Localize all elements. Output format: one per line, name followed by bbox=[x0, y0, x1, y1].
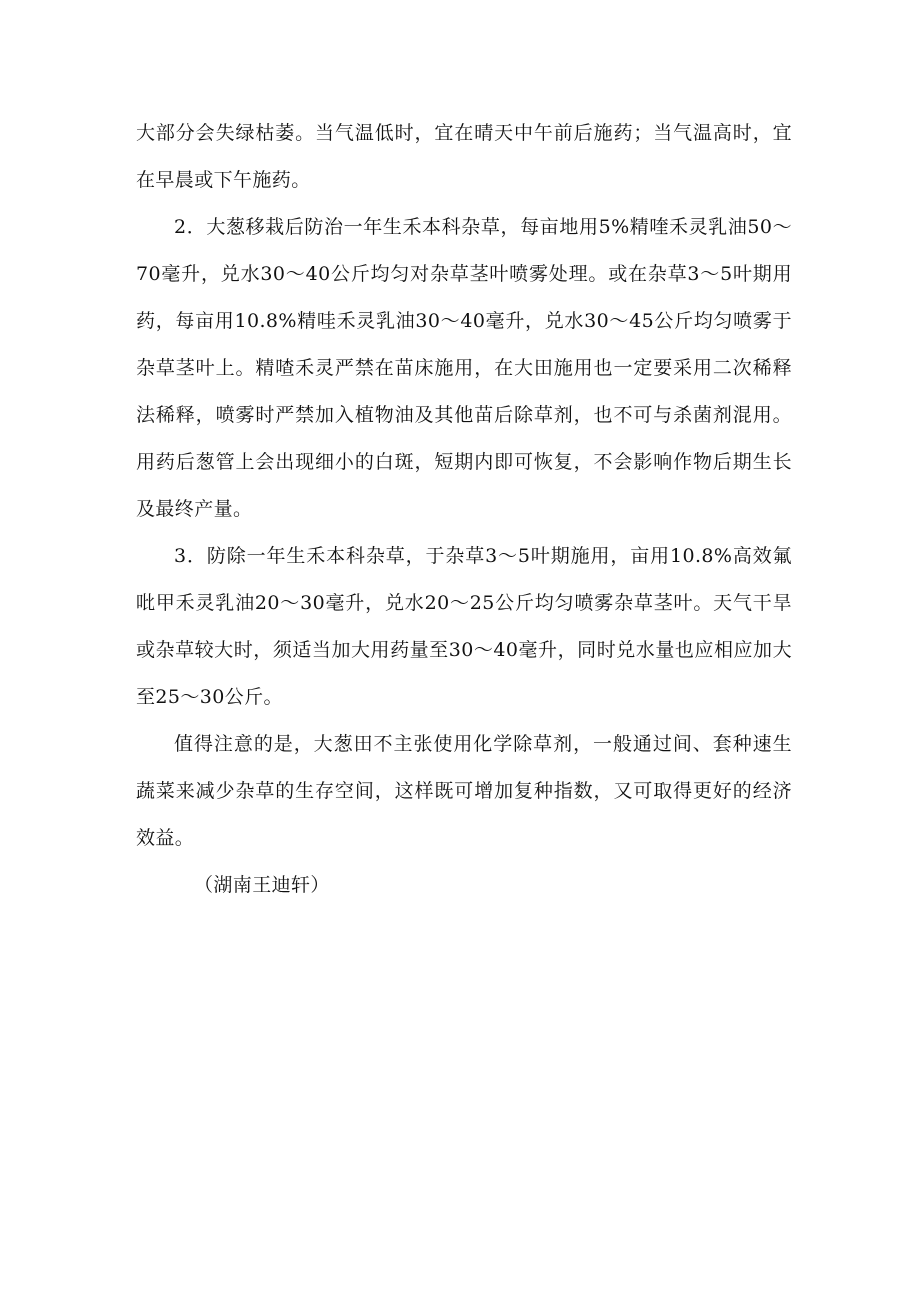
paragraph-4: 值得注意的是，大葱田不主张使用化学除草剂，一般通过间、套种速生蔬菜来减少杂草的生存空间，这样既可增加复种指数，又可取得更好的经济效益。 bbox=[136, 733, 792, 849]
paragraph-3: 3．防除一年生禾本科杂草，于杂草3～5叶期施用，亩用10.8%高效氟吡甲禾灵乳油20～30毫升，兑水20～25公斤均匀喷雾杂草茎叶。天气干旱或杂草较大时，须适当加大用药量至30～40毫升，同时兑水量也应相应加大至25～30公斤。 bbox=[136, 545, 792, 708]
document-body bbox=[136, 110, 792, 909]
paragraph-1: 大部分会失绿枯萎。当气温低时，宜在晴天中午前后施药；当气温高时，宜在早晨或下午施药。 bbox=[136, 122, 792, 191]
paragraph-2: 2．大葱移栽后防治一年生禾本科杂草，每亩地用5%精喹禾灵乳油50～70毫升，兑水30～40公斤均匀对杂草茎叶喷雾处理。或在杂草3～5叶期用药，每亩用10.8%精哇禾灵乳油30～40毫升，兑水30～45公斤均匀喷雾于杂草茎叶上。精喳禾灵严禁在苗床施用，在大田施用也一定要采用二次稀释法稀释，喷雾时严禁加入植物油及其他苗后除草剂，也不可与杀菌剂混用。用药后葱管上会出现细小的白斑，短期内即可恢复，不会影响作物后期生长及最终产量。 bbox=[136, 216, 792, 520]
author-signature: （湖南王迪轩） bbox=[194, 874, 330, 896]
